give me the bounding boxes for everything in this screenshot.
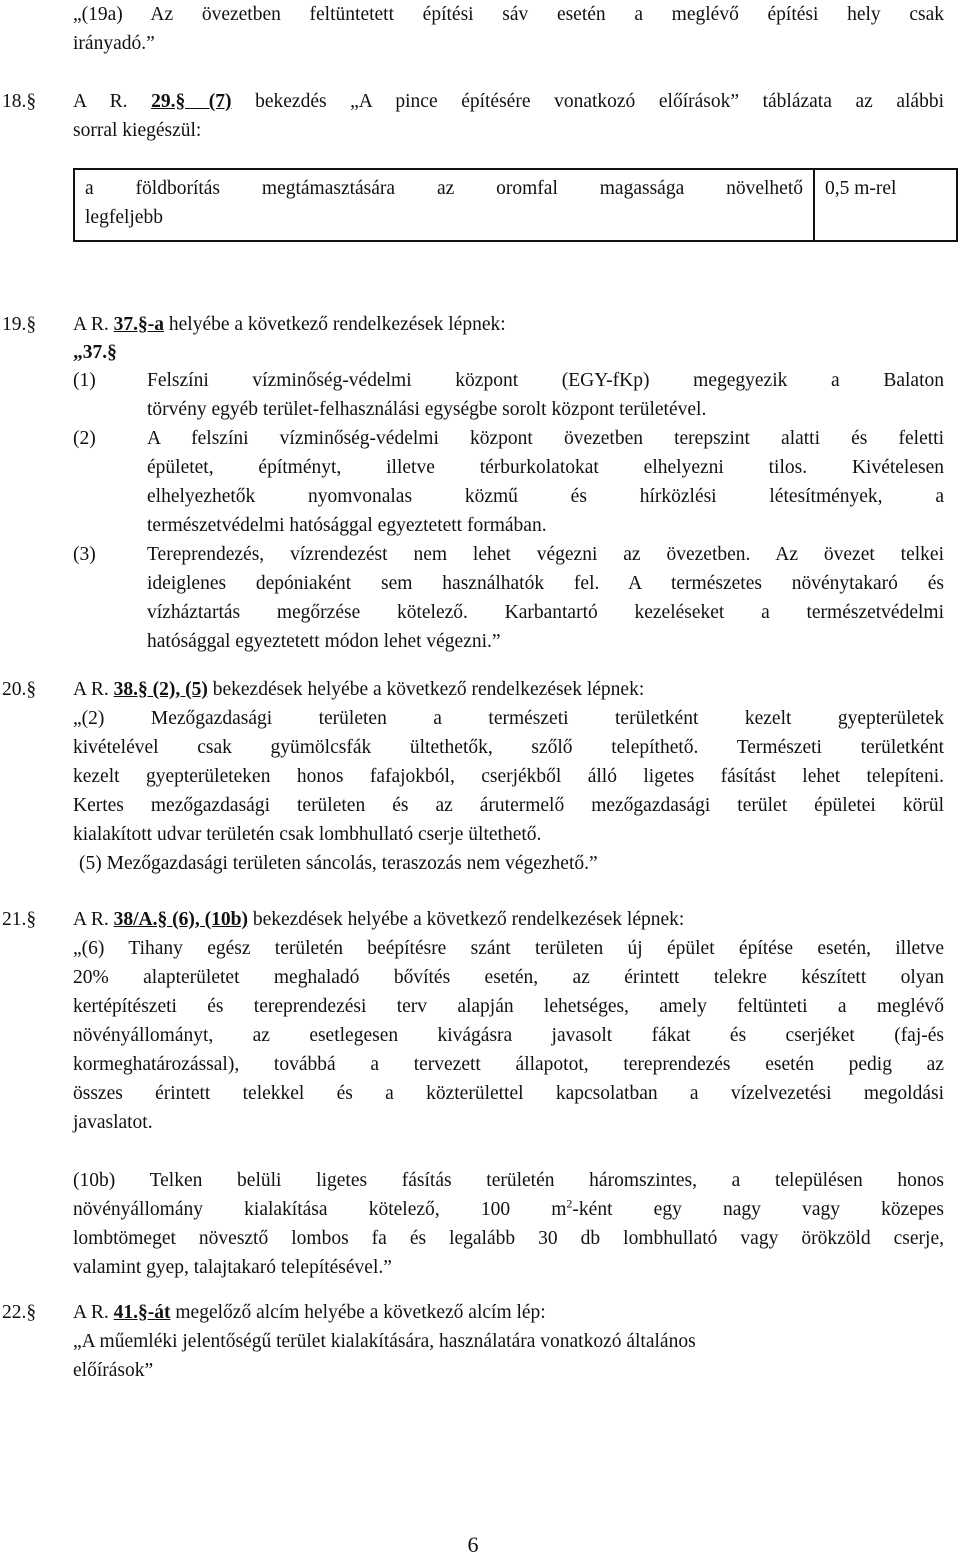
item-3-line2: ideiglenes depóniaként sem használhatók fel. A természetes növénytakaró és — [147, 573, 944, 594]
item-2-line1: A felszíni vízminőség-védelmi központ övezetben terepszint alatti és feletti — [147, 428, 944, 449]
section-22-line1: „A műemléki jelentőségű terület kialakítására, használatára vonatkozó általános — [73, 1331, 696, 1352]
section-20-intro — [73, 675, 644, 704]
section-21-p10b-line1: (10b) Telken belüli ligetes fásítás területén háromszintes, a településen honos — [73, 1170, 944, 1191]
section-21-p10b-line3: lombtömeget növesztő lombos fa és legalább 30 db lombhullató vagy örökzöld cserje, — [73, 1228, 944, 1249]
section-21-p10b-line4: valamint gyep, talajtakaró telepítésével.” — [73, 1257, 392, 1278]
section-21-post: bekezdések helyébe a következő rendelkezések lépnek: — [247, 909, 685, 930]
page-number: 6 — [467, 1532, 479, 1557]
table-cell-description — [74, 169, 814, 241]
section-20-line1: „(2) Mezőgazdasági területen a természeti területként kezelt gyepterületek — [73, 708, 944, 729]
section-21-p6-line2: 20% alapterületet meghaladó bővítés esetén, az érintett telekre készített olyan — [73, 967, 944, 988]
section-22-intro — [73, 1298, 546, 1327]
section-18-line2: sorral kiegészül: — [73, 120, 202, 141]
item-2-line2: épületet, építményt, illetve térburkolatokat elhelyezni tilos. Kivételesen — [147, 457, 944, 478]
section-20-line5: kialakított udvar területén csak lombhullató cserje ültethető. — [73, 824, 542, 845]
item-1-line2: törvény egyéb terület-felhasználási egységbe sorolt központ területével. — [147, 399, 707, 420]
section-21-number: 21.§ — [2, 909, 37, 930]
section-21-pre: A R. — [73, 909, 114, 930]
section-18-number: 18.§ — [2, 91, 37, 112]
item-1-line1: Felszíni vízminőség-védelmi központ (EGY-fKp) megegyezik a Balaton — [147, 370, 944, 391]
section-19-post: helyébe a következő rendelkezések lépnek: — [164, 314, 506, 335]
section-22-post: megelőző alcím helyébe a következő alcím lép: — [170, 1302, 546, 1323]
p10b-line2-post: -ként egy nagy vagy közepes — [572, 1199, 944, 1220]
section-19-pre: A R. — [73, 314, 114, 335]
section-37-heading: „37.§ — [73, 342, 117, 363]
p10b-line2-pre: növényállomány kialakítása kötelező, 100 m — [73, 1199, 567, 1220]
item-3-line4: hatósággal egyeztetett módon lehet végezni.” — [147, 631, 501, 652]
section-20-number: 20.§ — [2, 679, 37, 700]
item-1-number: (1) — [73, 370, 96, 391]
section-22-line2: előírások” — [73, 1360, 154, 1381]
section-21-p6-line5: kormeghatározással), továbbá a tervezett állapotot, tereprendezés esetén pedig az — [73, 1054, 944, 1075]
section-21-p6-line7: javaslatot. — [73, 1112, 153, 1133]
item-2-number: (2) — [73, 428, 96, 449]
section-21-p10b-line2 — [73, 1195, 944, 1224]
section-22-number: 22.§ — [2, 1302, 37, 1323]
pince-table — [73, 168, 958, 242]
item-2-line3: elhelyezhetők nyomvonalas közmű és hírközlési létesítmények, a — [147, 486, 944, 507]
section-20-line3: kezelt gyepterületeken honos fafajokból, cserjékből álló ligetes fásítást lehet telepíteni. — [73, 766, 944, 787]
section-21-intro — [73, 905, 684, 934]
section-22-pre: A R. — [73, 1302, 114, 1323]
section-22-ref-link[interactable]: 41.§-át — [113, 1302, 171, 1323]
table-cell-value: 0,5 m-rel — [814, 169, 957, 241]
section-21-ref-link[interactable]: 38/A.§ (6), (10b) — [113, 909, 248, 930]
paragraph-19a-line2: irányadó.” — [73, 33, 155, 54]
section-21-p6-line1: „(6) Tihany egész területén beépítésre szánt területen új épület építése esetén, illetve — [73, 938, 944, 959]
section-18-intro — [73, 87, 944, 116]
table-cell-line1: a földborítás megtámasztására az oromfal magassága növelhető — [85, 178, 803, 199]
section-21-p6-line6: összes érintett telekkel és a közterülettel kapcsolatban a vízelvezetési megoldási — [73, 1083, 944, 1104]
paragraph-19a-line1: „(19a) Az övezetben feltüntetett építési sáv esetén a meglévő építési hely csak — [73, 4, 944, 25]
section-18-post: bekezdés „A pince építésére vonatkozó előírások” táblázata az alábbi — [231, 91, 944, 112]
section-19-number: 19.§ — [2, 314, 37, 335]
section-21-p6-line4: növényállományt, az esetlegesen kivágásra javasolt fákat és cserjéket (faj-és — [73, 1025, 944, 1046]
section-20-post: bekezdések helyébe a következő rendelkezések lépnek: — [207, 679, 645, 700]
item-3-line1: Tereprendezés, vízrendezést nem lehet végezni az övezetben. Az övezet telkei — [147, 544, 944, 565]
section-19-ref-link[interactable]: 37.§-a — [113, 314, 165, 335]
item-3-number: (3) — [73, 544, 96, 565]
section-20-line4: Kertes mezőgazdasági területen és az árutermelő mezőgazdasági terület épületei körül — [73, 795, 944, 816]
section-18-ref-link[interactable]: 29.§ (7) — [151, 91, 232, 112]
item-2-line4: természetvédelmi hatósággal egyeztetett formában. — [147, 515, 547, 536]
section-20-paragraph-5: (5) Mezőgazdasági területen sáncolás, teraszozás nem végezhető.” — [79, 853, 598, 874]
table-cell-line2: legfeljebb — [85, 207, 163, 228]
p10b-superscript: 2 — [566, 1196, 573, 1211]
section-21-p6-line3: kertépítészeti és tereprendezési terv alapján lehetséges, amely feltünteti a meglévő — [73, 996, 944, 1017]
section-19-intro — [73, 310, 506, 339]
section-20-ref-link[interactable]: 38.§ (2), (5) — [113, 679, 208, 700]
item-3-line3: vízháztartás megőrzése kötelező. Karbantartó kezeléseket a természetvédelmi — [147, 602, 944, 623]
section-20-pre: A R. — [73, 679, 114, 700]
table-row — [74, 169, 957, 241]
section-18-pre: A R. — [73, 91, 152, 112]
section-20-line2: kivételével csak gyümölcsfák ültethetők, szőlő telepíthető. Természeti területként — [73, 737, 944, 758]
